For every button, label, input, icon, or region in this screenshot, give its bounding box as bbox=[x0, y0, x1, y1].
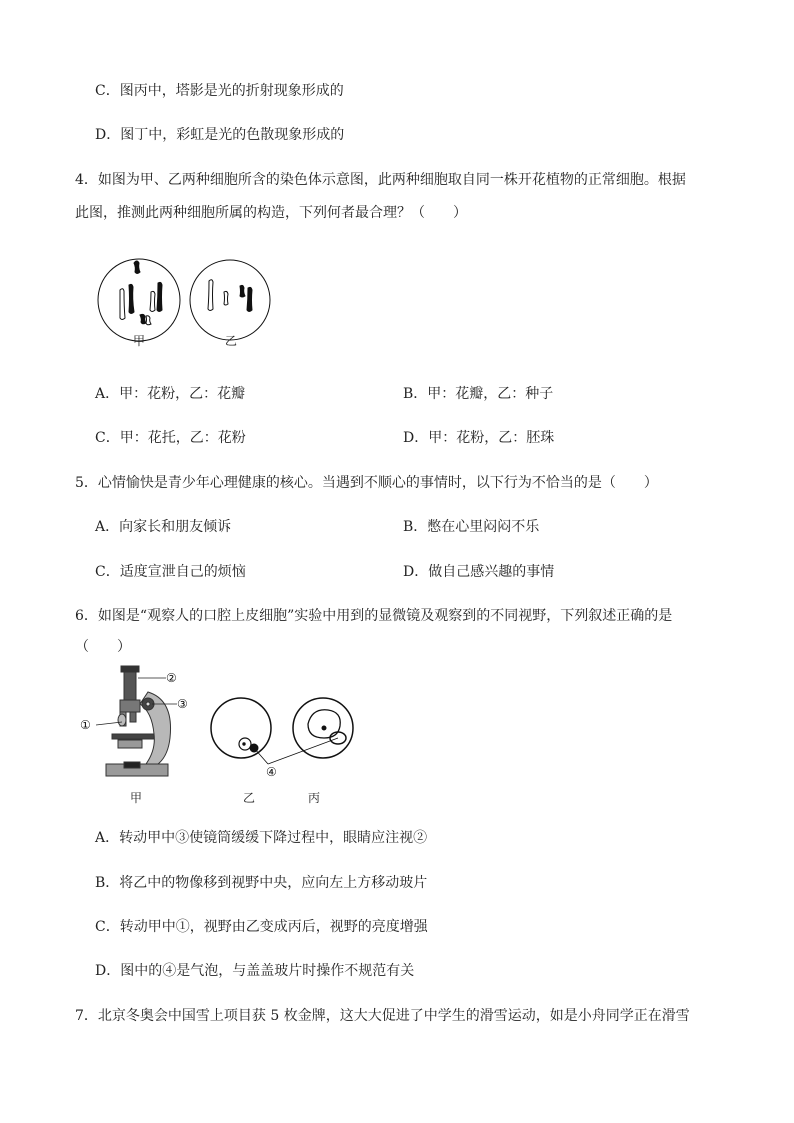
q5-option-d: D．做自己感兴趣的事情 bbox=[403, 564, 555, 580]
q4-option-d: D．甲：花粉，乙：胚珠 bbox=[403, 430, 555, 446]
q6-option-a: A．转动甲中③使镜筒缓缓下降过程中，眼睛应注视② bbox=[95, 830, 428, 846]
q4-option-a: A．甲：花粉，乙：花瓣 bbox=[95, 386, 246, 402]
q6-label-jia: 甲 bbox=[130, 791, 143, 805]
q6-label-yi: 乙 bbox=[243, 791, 256, 805]
q6-microscope-figure bbox=[76, 664, 366, 784]
q5-option-b: B．憋在心里闷闷不乐 bbox=[403, 519, 540, 535]
q4-option-b: B．甲：花瓣，乙：种子 bbox=[403, 386, 554, 402]
marker-4: ④ bbox=[266, 765, 277, 779]
marker-2: ② bbox=[166, 671, 177, 685]
marker-3: ③ bbox=[177, 697, 188, 711]
q6-stem-line2: （ ） bbox=[75, 639, 131, 655]
q4-option-c: C．甲：花托，乙：花粉 bbox=[95, 430, 246, 446]
view-bing bbox=[293, 698, 353, 758]
q3-option-c: C．图丙中，塔影是光的折射现象形成的 bbox=[95, 83, 344, 99]
q3-option-d: D．图丁中，彩虹是光的色散现象形成的 bbox=[95, 127, 345, 143]
q5-stem: 5．心情愉快是青少年心理健康的核心。当遇到不顺心的事情时，以下行为不恰当的是（ ） bbox=[75, 475, 658, 491]
cell-jia bbox=[98, 259, 180, 341]
microscope-jia bbox=[106, 666, 171, 776]
q5-option-a: A．向家长和朋友倾诉 bbox=[95, 519, 232, 535]
q6-label-bing: 丙 bbox=[308, 791, 321, 805]
q6-option-d: D．图中的④是气泡，与盖盖玻片时操作不规范有关 bbox=[95, 963, 415, 979]
q5-option-c: C．适度宣泄自己的烦恼 bbox=[95, 564, 246, 580]
q4-stem-line1: 4．如图为甲、乙两种细胞所含的染色体示意图，此两种细胞取自同一株开花植物的正常细胞。根据 bbox=[75, 172, 686, 188]
q4-chromosome-figure bbox=[96, 252, 286, 352]
q7-stem-line1: 7．北京冬奥会中国雪上项目获 5 枚金牌，这大大促进了中学生的滑雪运动，如是小舟同学正在滑雪 bbox=[75, 1008, 690, 1024]
view-yi bbox=[211, 698, 271, 758]
q6-option-b: B．将乙中的物像移到视野中央，应向左上方移动玻片 bbox=[95, 875, 428, 891]
q6-option-c: C．转动甲中①，视野由乙变成丙后，视野的亮度增强 bbox=[95, 919, 428, 935]
marker-1: ① bbox=[80, 718, 91, 732]
q4-stem-line2: 此图，推测此两种细胞所属的构造，下列何者最合理？（ ） bbox=[75, 205, 467, 221]
q6-stem-line1: 6．如图是“观察人的口腔上皮细胞”实验中用到的显微镜及观察到的不同视野，下列叙述正确的是 bbox=[75, 608, 673, 624]
cell-yi bbox=[190, 260, 270, 340]
q4-label-yi: 乙 bbox=[225, 334, 238, 348]
q4-label-jia: 甲 bbox=[133, 334, 146, 348]
